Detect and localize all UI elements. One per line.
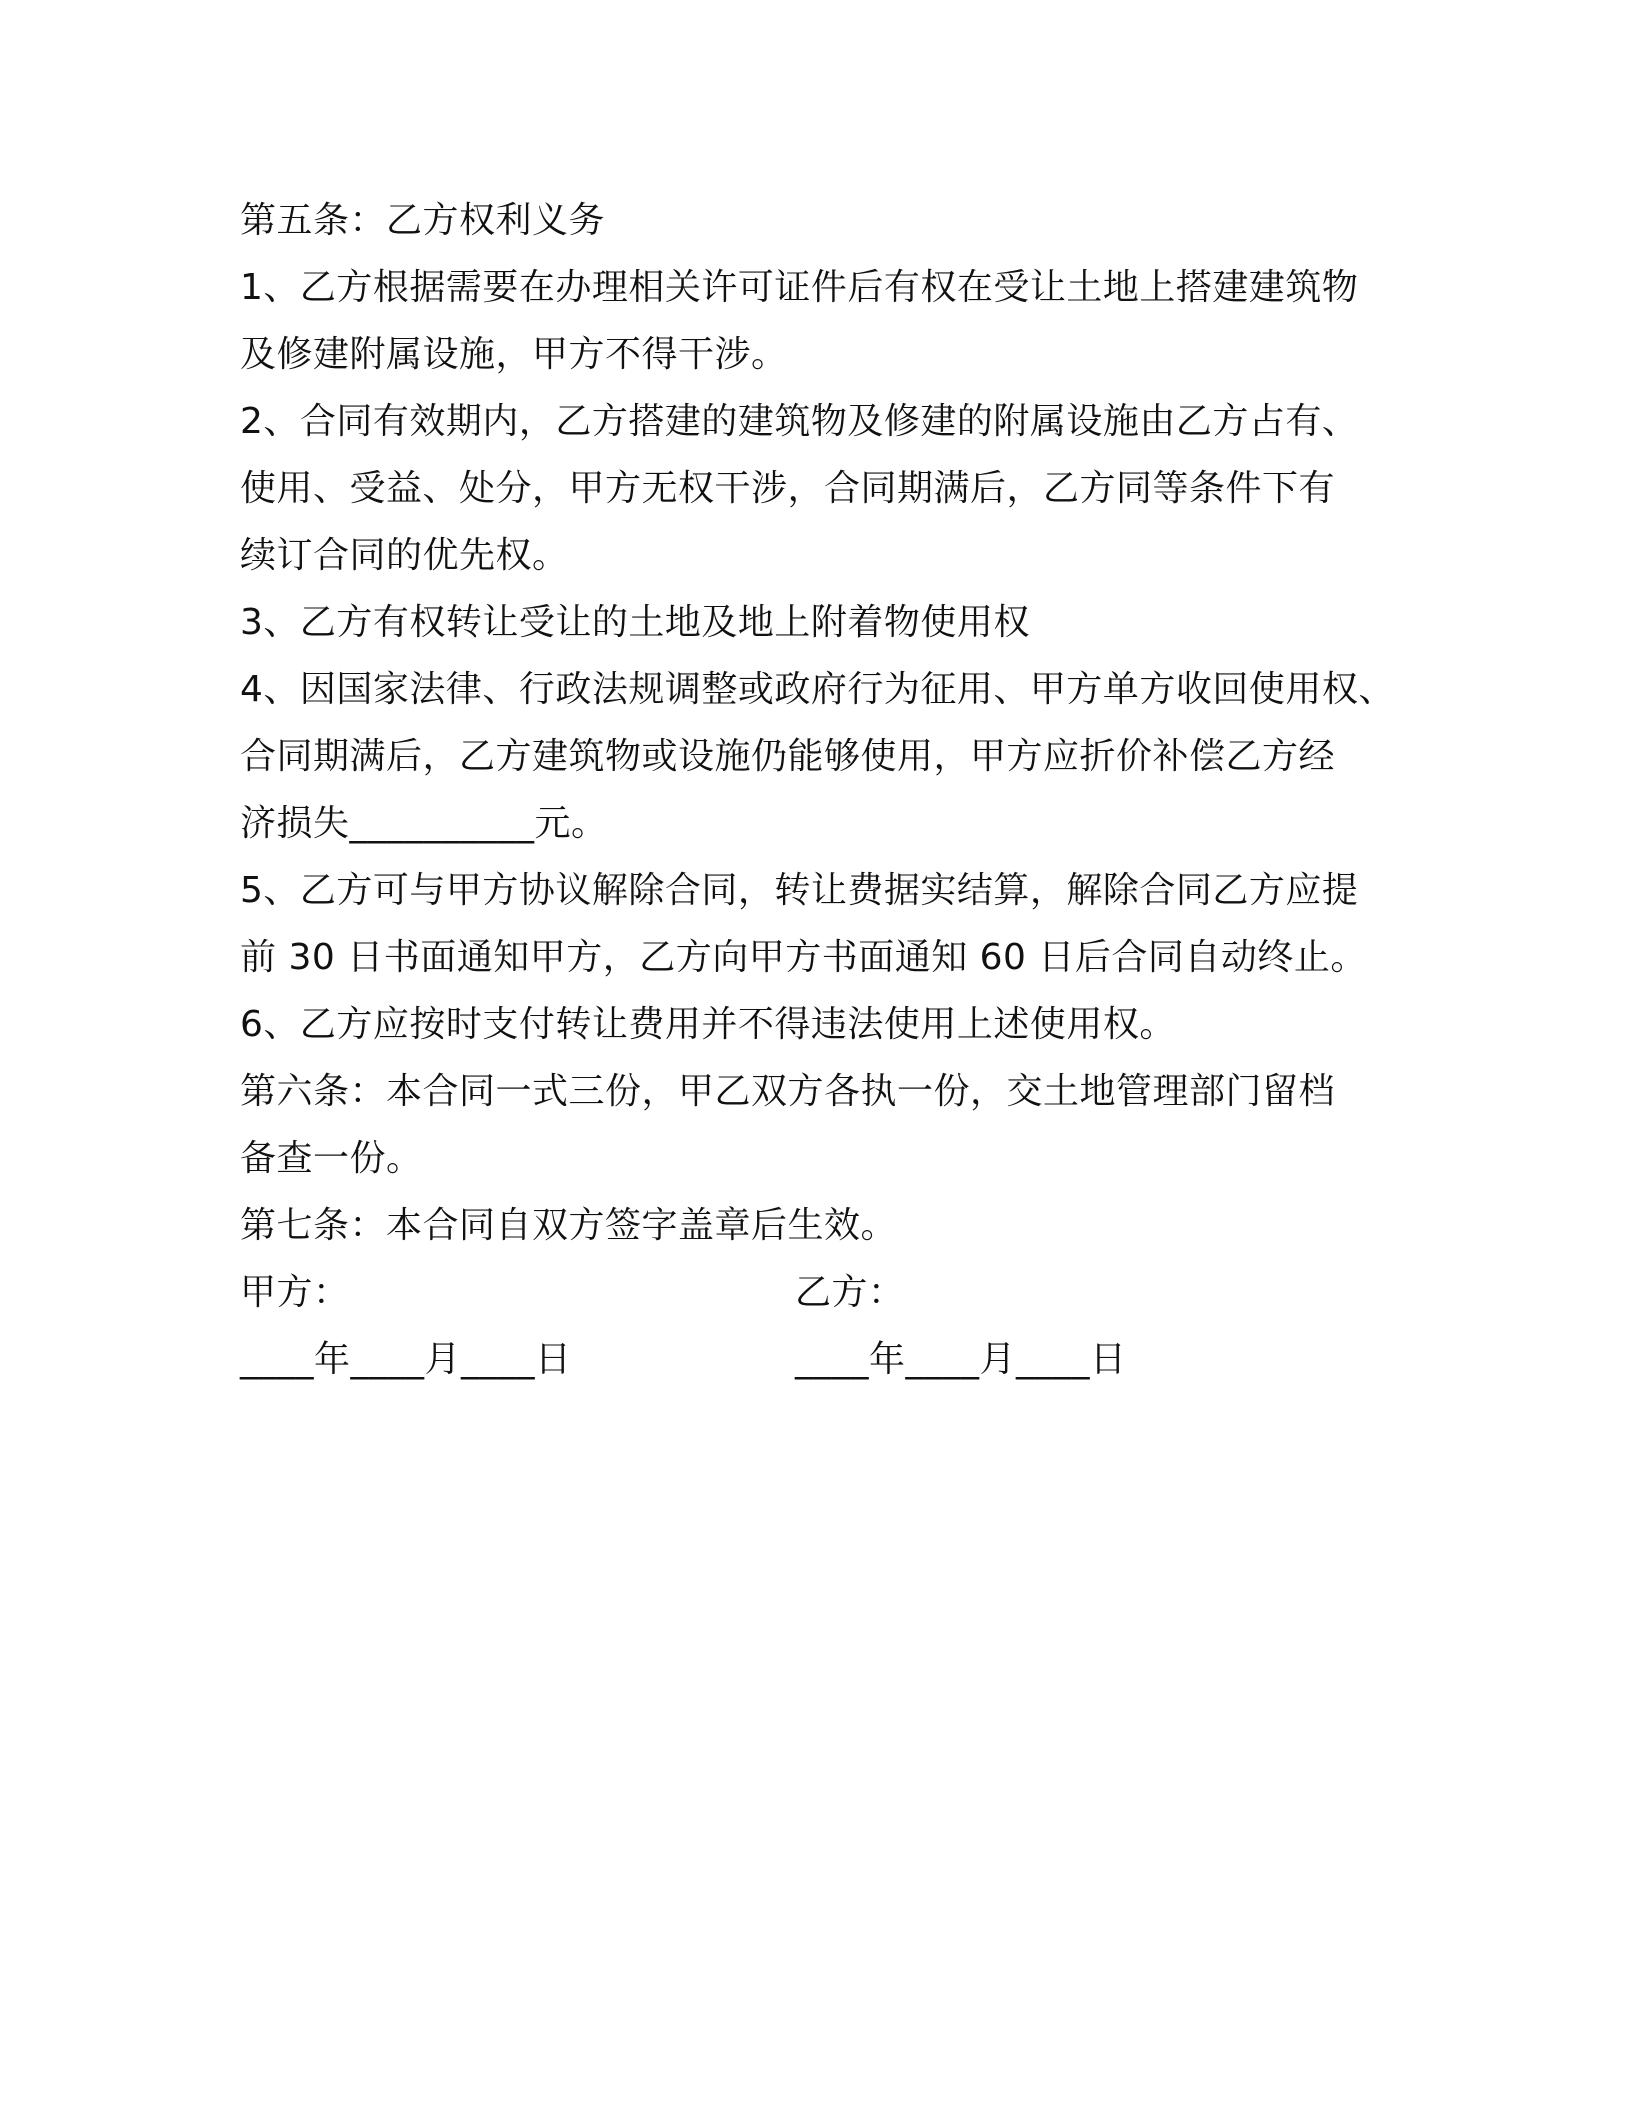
party-a-label: 甲方： (240, 1272, 350, 1313)
article-seven-line-1: 第七条：本合同自双方签字盖章后生效。 (240, 1205, 898, 1246)
clause-4-line-2: 合同期满后，乙方建筑物或设施仍能够使用，甲方应折价补偿乙方经 (240, 736, 1336, 777)
signature-date-row (240, 1326, 1400, 1393)
signature-party-row (240, 1259, 1400, 1326)
party-b-label: 乙方： (795, 1272, 905, 1313)
party-a-date: ____年____月____日 (240, 1339, 572, 1380)
clause-4-line-3: 济损失__________元。 (240, 803, 608, 844)
clause-1-line-2: 及修建附属设施，甲方不得干涉。 (240, 334, 788, 375)
clause-1-line-1: 1、乙方根据需要在办理相关许可证件后有权在受让土地上搭建建筑物 (240, 267, 1359, 308)
clause-3-line-1: 3、乙方有权转让受让的土地及地上附着物使用权 (240, 602, 1030, 643)
clause-2-line-3: 续订合同的优先权。 (240, 535, 569, 576)
clause-6-line-1: 6、乙方应按时支付转让费用并不得违法使用上述使用权。 (240, 1004, 1176, 1045)
clause-4-line-1: 4、因国家法律、行政法规调整或政府行为征用、甲方单方收回使用权、 (240, 669, 1395, 710)
clause-5-line-2: 前 30 日书面通知甲方，乙方向甲方书面通知 60 日后合同自动终止。 (240, 937, 1367, 978)
clause-5-line-1: 5、乙方可与甲方协议解除合同，转让费据实结算，解除合同乙方应提 (240, 870, 1359, 911)
clause-2-line-2: 使用、受益、处分，甲方无权干涉，合同期满后，乙方同等条件下有 (240, 468, 1336, 509)
article-six-line-2: 备查一份。 (240, 1138, 423, 1179)
article-six-line-1: 第六条：本合同一式三份，甲乙双方各执一份，交土地管理部门留档 (240, 1071, 1336, 1112)
clause-2-line-1: 2、合同有效期内，乙方搭建的建筑物及修建的附属设施由乙方占有、 (240, 401, 1359, 442)
party-b-date: ____年____月____日 (795, 1339, 1127, 1380)
article-five-heading: 第五条：乙方权利义务 (240, 200, 606, 241)
document-body (240, 187, 1400, 1393)
